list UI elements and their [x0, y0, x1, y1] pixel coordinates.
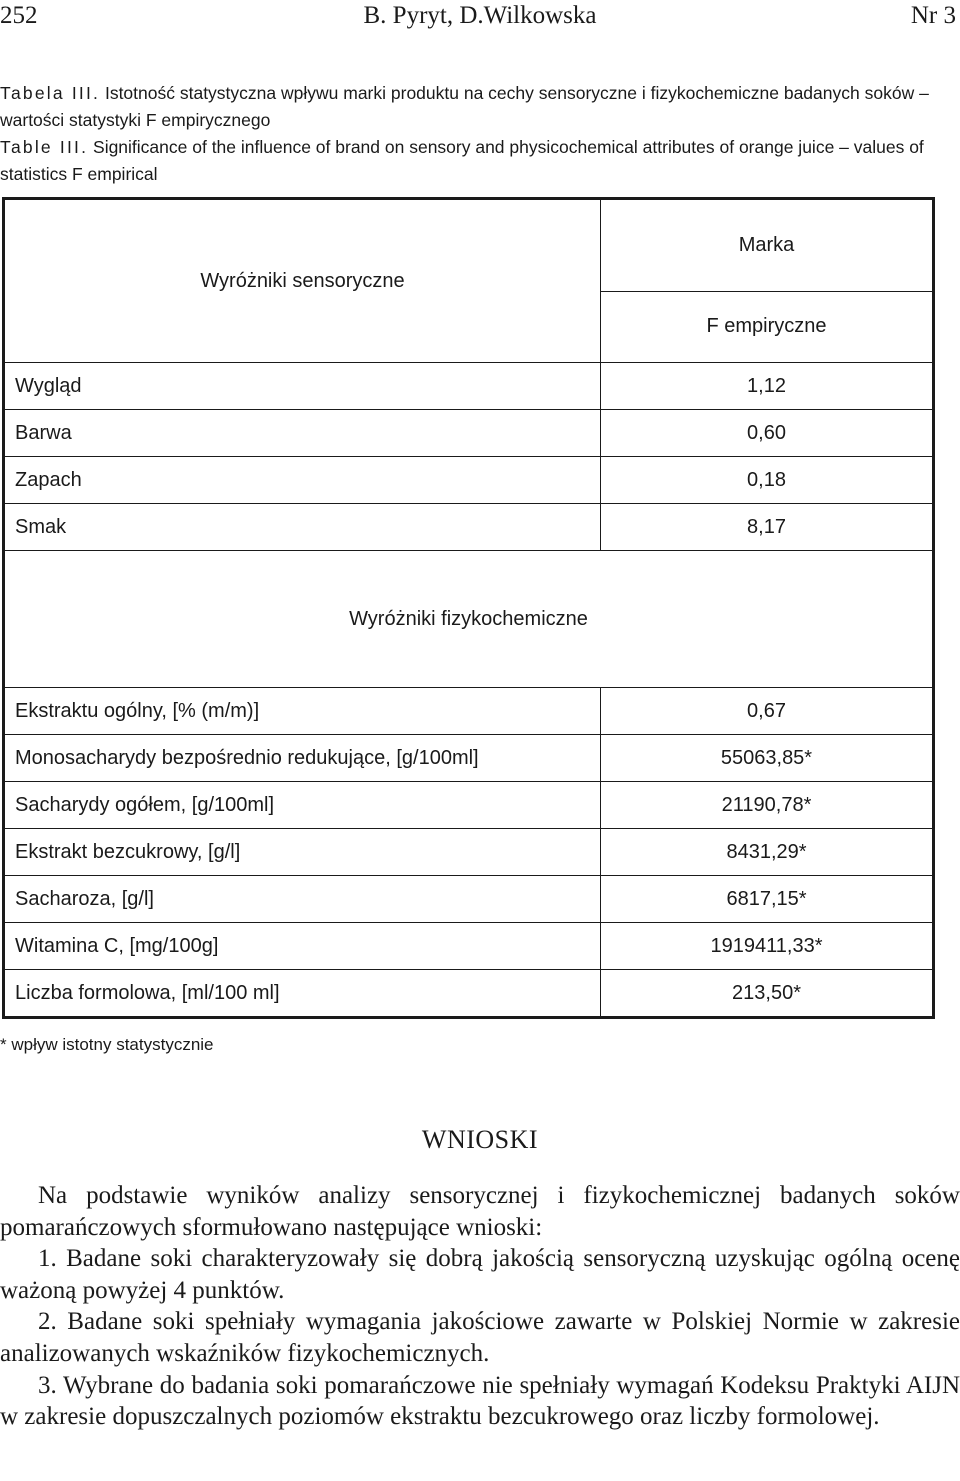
- table-row: [4, 970, 934, 1018]
- table-row: [4, 410, 934, 457]
- row-value: 8,17: [601, 504, 934, 551]
- table-row: [4, 829, 934, 876]
- row-label: Liczba formolowa, [ml/100 ml]: [4, 970, 601, 1018]
- page-number: 252: [0, 2, 38, 29]
- conclusions-intro: Na podstawie wyników analizy sensorycznej i fizykochemicznej badanych soków pomarańczowych sformułowano następujące wnioski:: [0, 1182, 960, 1241]
- caption-text-pl: Istotność statystyczna wpływu marki produktu na cechy sensoryczne i fizykochemiczne badanych soków – wartości statystyki F empirycznego: [0, 83, 929, 130]
- row-value: 1,12: [601, 363, 934, 410]
- page-header: [0, 0, 960, 40]
- row-value: 1919411,33*: [601, 923, 934, 970]
- header-brand: Marka: [601, 199, 934, 292]
- caption-polish: [0, 80, 958, 134]
- table-row: [4, 923, 934, 970]
- conclusion-item: 1. Badane soki charakteryzowały się dobrą jakością sensoryczną uzyskując ogólną ocenę ważoną powyżej 4 punktów.: [0, 1245, 960, 1304]
- results-table: [2, 197, 935, 1019]
- row-label: Sacharydy ogółem, [g/100ml]: [4, 782, 601, 829]
- row-value: 21190,78*: [601, 782, 934, 829]
- table-row: [4, 688, 934, 735]
- row-value: 0,18: [601, 457, 934, 504]
- row-label: Barwa: [4, 410, 601, 457]
- caption-english: [0, 134, 958, 188]
- caption-label-pl: Tabela III.: [0, 83, 101, 103]
- table-footnote: * wpływ istotny statystycznie: [0, 1035, 214, 1054]
- table-header-row: [4, 199, 934, 292]
- section-physico-label: Wyróżniki fizykochemiczne: [4, 551, 934, 688]
- row-label: Zapach: [4, 457, 601, 504]
- conclusion-item: 3. Wybrane do badania soki pomarańczowe nie spełniały wymagań Kodeksu Praktyki AIJN w zakresie dopuszczalnych poziomów ekstraktu bezcukrowego oraz liczby formolowej.: [0, 1371, 960, 1431]
- table-row: [4, 735, 934, 782]
- header-f-empirical: F empiryczne: [601, 291, 934, 362]
- row-label: Monosacharydy bezpośrednio redukujące, [g/100ml]: [4, 735, 601, 782]
- conclusions-heading: WNIOSKI: [421, 1125, 539, 1154]
- row-label: Sacharoza, [g/l]: [4, 876, 601, 923]
- row-label: Smak: [4, 504, 601, 551]
- row-value: 6817,15*: [601, 876, 934, 923]
- row-value: 55063,85*: [601, 735, 934, 782]
- running-authors: B. Pyryt, D.Wilkowska: [363, 2, 597, 29]
- table-row: [4, 782, 934, 829]
- conclusions-section: [0, 1120, 960, 1433]
- section-row-physico: [4, 551, 934, 688]
- row-value: 213,50*: [601, 970, 934, 1018]
- row-label: Witamina C, [mg/100g]: [4, 923, 601, 970]
- table-row: [4, 457, 934, 504]
- row-value: 0,67: [601, 688, 934, 735]
- physico-rows: [4, 688, 934, 1018]
- conclusions-list: [0, 1243, 960, 1433]
- row-value: 8431,29*: [601, 829, 934, 876]
- table-caption: [0, 80, 958, 188]
- row-value: 0,60: [601, 410, 934, 457]
- sensory-rows: [4, 363, 934, 551]
- table-row: [4, 363, 934, 410]
- table-row: [4, 504, 934, 551]
- issue-number: Nr 3: [910, 2, 956, 29]
- header-sensory-attributes: Wyróżniki sensoryczne: [4, 199, 601, 363]
- row-label: Ekstrakt bezcukrowy, [g/l]: [4, 829, 601, 876]
- caption-label-en: Table III.: [0, 137, 89, 157]
- row-label: Wygląd: [4, 363, 601, 410]
- table-row: [4, 876, 934, 923]
- row-label: Ekstraktu ogólny, [% (m/m)]: [4, 688, 601, 735]
- conclusion-item: 2. Badane soki spełniały wymagania jakościowe zawarte w Polskiej Normie w zakresie analizowanych wskaźników fizykochemicznych.: [0, 1308, 960, 1367]
- caption-text-en: Significance of the influence of brand on sensory and physicochemical attributes of orange juice – values of statistics F empirical: [0, 137, 924, 184]
